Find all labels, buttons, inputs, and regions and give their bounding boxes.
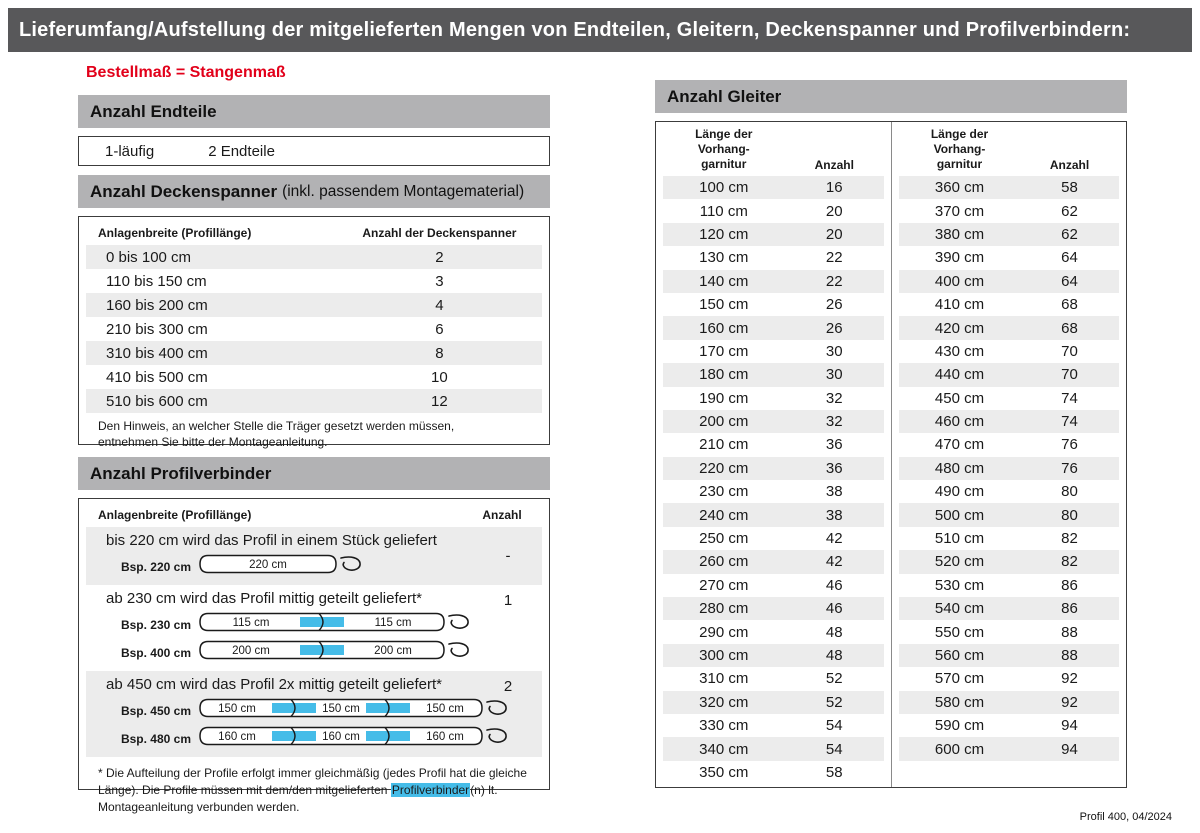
anzahl-cell: 82: [1061, 553, 1078, 571]
example-line: [86, 697, 542, 724]
anzahl-cell: 54: [825, 717, 843, 735]
table-row: [86, 245, 542, 269]
anzahl-cell: 70: [1061, 342, 1078, 360]
table-row: [899, 270, 1119, 293]
gleiter-col-anzahl: Anzahl: [1049, 158, 1090, 172]
anzahl-cell: 20: [825, 202, 843, 220]
gleiter-table-right-half: [891, 122, 1126, 787]
anzahl-cell: 48: [825, 623, 843, 641]
svg-text:115 cm: 115 cm: [374, 617, 412, 629]
gleiter-header: [899, 128, 1119, 176]
section-header-deckenspanner: [78, 175, 550, 208]
svg-text:200 cm: 200 cm: [374, 645, 412, 657]
profile-rod-diagram: [198, 724, 512, 748]
width-range-cell: 0 bis 100 cm: [106, 248, 192, 266]
document-footer: Profil 400, 04/2024: [1079, 811, 1172, 823]
anzahl-cell: 3: [435, 272, 444, 290]
table-row: [899, 199, 1119, 222]
svg-text:150 cm: 150 cm: [218, 703, 256, 715]
length-cell: 380 cm: [934, 225, 985, 243]
anzahl-cell: 26: [825, 319, 843, 337]
anzahl-cell: 8: [435, 344, 444, 362]
length-cell: 440 cm: [934, 366, 985, 384]
length-cell: 170 cm: [699, 342, 749, 360]
width-range-cell: 510 bis 600 cm: [106, 392, 208, 410]
table-row: [86, 389, 542, 413]
section-subtitle-deckenspanner: (inkl. passendem Montagematerial): [282, 182, 525, 200]
anzahl-cell: 1: [503, 592, 513, 609]
table-row: [663, 503, 884, 526]
anzahl-cell: 10: [431, 368, 448, 386]
example-line: [86, 611, 542, 638]
table-row: [86, 341, 542, 365]
length-cell: 520 cm: [934, 553, 985, 571]
table-row: [899, 574, 1119, 597]
anzahl-cell: 68: [1061, 319, 1078, 337]
profile-rod-diagram: [198, 696, 512, 720]
example-line: [86, 725, 542, 752]
section-title-gleiter: Anzahl Gleiter: [667, 86, 782, 106]
length-cell: 220 cm: [699, 459, 749, 477]
table-row: [663, 761, 884, 784]
rule-text: bis 220 cm wird das Profil in einem Stück geliefert: [106, 532, 437, 549]
anzahl-cell: 76: [1061, 459, 1078, 477]
width-range-cell: 160 bis 200 cm: [106, 296, 208, 314]
anzahl-cell: 22: [825, 249, 843, 267]
length-cell: 210 cm: [699, 436, 749, 454]
anzahl-cell: 62: [1061, 225, 1078, 243]
table-row: [663, 737, 884, 760]
section-header-endteile: [78, 95, 550, 128]
anzahl-cell: 94: [1061, 717, 1078, 735]
endteile-run-count: 1-läufig: [105, 142, 155, 160]
table-row: [899, 363, 1119, 386]
length-cell: 200 cm: [699, 413, 749, 431]
table-row: [899, 597, 1119, 620]
table-row: [663, 387, 884, 410]
example-label: Bsp. 450 cm: [120, 703, 191, 718]
anzahl-cell: 70: [1061, 366, 1078, 384]
table-row: [663, 316, 884, 339]
length-cell: 290 cm: [699, 623, 749, 641]
length-cell: 310 cm: [699, 670, 749, 688]
anzahl-cell: 92: [1061, 693, 1078, 711]
length-cell: 500 cm: [934, 506, 985, 524]
gleiter-rows: [663, 176, 884, 784]
length-cell: 240 cm: [699, 506, 749, 524]
length-cell: 120 cm: [699, 225, 749, 243]
section-header-profilverbinder: [78, 457, 550, 490]
table-row: [663, 574, 884, 597]
table-row: [899, 457, 1119, 480]
footnote-pre: * Die Aufteilung der Profile erfolgt immer gleichmäßig (jedes Profil hat die gleiche Länge). Die Profile müssen mit dem/den mitgelieferten: [98, 766, 527, 797]
gleiter-table-left-half: [656, 122, 891, 787]
table-row: [663, 223, 884, 246]
table-row: [899, 644, 1119, 667]
anzahl-cell: 88: [1061, 623, 1078, 641]
length-cell: 340 cm: [699, 740, 749, 758]
length-cell: 100 cm: [699, 179, 749, 197]
gleiter-table: [655, 121, 1127, 788]
anzahl-cell: 52: [825, 693, 843, 711]
table-row: [663, 644, 884, 667]
length-cell: 480 cm: [934, 459, 985, 477]
anzahl-cell: 36: [825, 459, 843, 477]
table-row: [899, 176, 1119, 199]
anzahl-cell: 42: [825, 553, 843, 571]
length-cell: 550 cm: [934, 623, 985, 641]
anzahl-cell: 46: [825, 600, 843, 618]
anzahl-cell: 64: [1061, 249, 1078, 267]
order-size-note: Bestellmaß = Stangenmaß: [86, 64, 286, 81]
anzahl-cell: 32: [825, 389, 843, 407]
endteile-count: 2 Endteile: [208, 142, 275, 160]
example-line: [86, 639, 542, 666]
table-row: [663, 714, 884, 737]
length-cell: 490 cm: [934, 483, 985, 501]
anzahl-cell: 4: [435, 296, 444, 314]
length-cell: 190 cm: [699, 389, 749, 407]
length-cell: 570 cm: [934, 670, 985, 688]
table-row: [663, 597, 884, 620]
table-row: [899, 387, 1119, 410]
anzahl-cell: 38: [825, 483, 843, 501]
anzahl-cell: 46: [825, 576, 843, 594]
gleiter-rows: [899, 176, 1119, 761]
anzahl-cell: 22: [825, 272, 843, 290]
gleiter-header: [663, 128, 884, 176]
length-cell: 590 cm: [934, 717, 985, 735]
anzahl-cell: 80: [1061, 506, 1078, 524]
anzahl-cell: 42: [825, 530, 843, 548]
svg-text:150 cm: 150 cm: [322, 703, 360, 715]
table-row: [663, 176, 884, 199]
anzahl-cell: 80: [1061, 483, 1078, 501]
deckenspanner-note: Den Hinweis, an welcher Stelle die Träger gesetzt werden müssen, entnehmen Sie bitte der Montageanleitung.: [98, 419, 455, 450]
table-row: [899, 667, 1119, 690]
anzahl-cell: 20: [825, 225, 843, 243]
table-row: [899, 714, 1119, 737]
anzahl-cell: 86: [1061, 600, 1078, 618]
endteile-row: [78, 136, 550, 166]
example-rod: [198, 552, 366, 581]
anzahl-cell: 26: [825, 296, 843, 314]
table-row: [663, 527, 884, 550]
anzahl-cell: 86: [1061, 576, 1078, 594]
length-cell: 250 cm: [699, 530, 749, 548]
length-cell: 280 cm: [699, 600, 749, 618]
length-cell: 530 cm: [934, 576, 985, 594]
length-cell: 560 cm: [934, 647, 985, 664]
table-row: [663, 293, 884, 316]
length-cell: 320 cm: [699, 693, 749, 711]
deckenspanner-rows: [86, 245, 542, 413]
section-title-profilverbinder: Anzahl Profilverbinder: [90, 463, 272, 483]
svg-text:160 cm: 160 cm: [322, 731, 360, 743]
length-cell: 330 cm: [699, 717, 749, 735]
profilverbinder-row: [86, 527, 542, 585]
anzahl-cell: 36: [825, 436, 843, 454]
anzahl-cell: 54: [825, 740, 843, 758]
table-row: [663, 340, 884, 363]
table-row: [899, 316, 1119, 339]
length-cell: 110 cm: [699, 202, 748, 220]
width-range-cell: 110 bis 150 cm: [106, 272, 207, 290]
anzahl-cell: 2: [503, 678, 513, 695]
profilverbinder-col-width: Anlagenbreite (Profillänge): [98, 508, 252, 522]
footnote-post: (n) lt. Montageanleitung verbunden werden.: [98, 782, 498, 814]
table-row: [899, 293, 1119, 316]
title-banner: [8, 8, 1192, 52]
table-row: [899, 691, 1119, 714]
length-cell: 160 cm: [699, 319, 749, 337]
length-cell: 350 cm: [699, 763, 749, 781]
gleiter-col-length: Länge der Vorhang- garnitur: [695, 127, 753, 171]
profile-rod-diagram: [198, 610, 474, 634]
length-cell: 230 cm: [699, 483, 749, 501]
end-piece-hook: [449, 615, 468, 628]
table-row: [663, 480, 884, 503]
length-cell: 260 cm: [699, 553, 749, 571]
table-row: [86, 269, 542, 293]
deckenspanner-col-width: Anlagenbreite (Profillänge): [98, 226, 252, 240]
section-title-deckenspanner: Anzahl Deckenspanner: [90, 181, 278, 201]
anzahl-cell: 30: [825, 366, 843, 384]
anzahl-cell: 32: [825, 413, 843, 431]
end-piece-hook: [487, 701, 506, 714]
table-row: [86, 365, 542, 389]
anzahl-cell: 58: [825, 763, 843, 781]
profilverbinder-footnote: [86, 757, 542, 815]
section-header-gleiter: [655, 80, 1127, 113]
anzahl-cell: 68: [1061, 296, 1078, 314]
anzahl-cell: 52: [825, 670, 843, 688]
end-piece-hook: [449, 643, 468, 656]
anzahl-cell: 48: [825, 647, 843, 664]
example-label: Bsp. 220 cm: [120, 559, 191, 574]
length-cell: 420 cm: [934, 319, 985, 337]
table-row: [899, 223, 1119, 246]
anzahl-cell: 74: [1061, 413, 1078, 431]
length-cell: 370 cm: [934, 202, 985, 220]
svg-text:220 cm: 220 cm: [249, 559, 287, 571]
example-rod: [198, 610, 474, 639]
length-cell: 450 cm: [934, 389, 985, 407]
length-cell: 600 cm: [934, 740, 985, 758]
footnote-highlight: Profilverbinder: [391, 782, 470, 797]
anzahl-cell: 94: [1061, 740, 1078, 758]
length-cell: 360 cm: [934, 179, 985, 197]
left-column: [78, 60, 550, 814]
page-title: Lieferumfang/Aufstellung der mitgelieferten Mengen von Endteilen, Gleitern, Deckenspanner und Profilverbindern:: [19, 18, 1131, 41]
length-cell: 130 cm: [699, 249, 749, 267]
table-row: [663, 199, 884, 222]
table-row: [663, 433, 884, 456]
example-rod: [198, 696, 512, 725]
example-rod: [198, 638, 474, 667]
example-label: Bsp. 230 cm: [120, 617, 191, 632]
anzahl-cell: 92: [1061, 670, 1078, 688]
table-row: [663, 363, 884, 386]
length-cell: 150 cm: [699, 296, 749, 314]
length-cell: 460 cm: [934, 413, 985, 431]
svg-text:160 cm: 160 cm: [426, 731, 464, 743]
anzahl-cell: 30: [825, 342, 843, 360]
table-row: [899, 527, 1119, 550]
deckenspanner-table-header: [86, 221, 542, 245]
deckenspanner-table: [78, 216, 550, 450]
table-row: [86, 317, 542, 341]
table-row: [663, 410, 884, 433]
table-row: [899, 620, 1119, 643]
rule-text: ab 450 cm wird das Profil 2x mittig geteilt geliefert*: [106, 676, 442, 693]
anzahl-cell: 6: [435, 320, 444, 338]
anzahl-cell: 38: [825, 506, 843, 524]
anzahl-cell: -: [505, 547, 511, 565]
section-title-endteile: Anzahl Endteile: [90, 101, 217, 121]
profilverbinder-table-header: [86, 503, 542, 527]
length-cell: 470 cm: [934, 436, 985, 454]
example-label: Bsp. 400 cm: [120, 645, 191, 660]
table-row: [899, 737, 1119, 760]
length-cell: 180 cm: [699, 366, 749, 384]
length-cell: 510 cm: [934, 530, 985, 548]
anzahl-cell: 74: [1061, 389, 1078, 407]
table-row: [663, 550, 884, 573]
profilverbinder-col-anzahl: Anzahl: [482, 508, 522, 522]
gleiter-col-anzahl: Anzahl: [814, 158, 854, 172]
anzahl-cell: 62: [1061, 202, 1078, 220]
table-row: [899, 550, 1119, 573]
anzahl-cell: 16: [825, 179, 843, 197]
profile-rod-diagram: [198, 638, 474, 662]
profile-rod-diagram: [198, 552, 366, 576]
profilverbinder-row: [86, 671, 542, 757]
length-cell: 270 cm: [699, 576, 749, 594]
end-piece-hook: [341, 557, 360, 570]
table-row: [663, 691, 884, 714]
anzahl-cell: 88: [1061, 647, 1078, 664]
length-cell: 300 cm: [699, 647, 749, 664]
svg-text:150 cm: 150 cm: [426, 703, 464, 715]
anzahl-cell: 76: [1061, 436, 1078, 454]
length-cell: 140 cm: [699, 272, 749, 290]
table-row: [899, 410, 1119, 433]
svg-text:200 cm: 200 cm: [232, 645, 270, 657]
table-row: [899, 340, 1119, 363]
svg-text:115 cm: 115 cm: [232, 617, 270, 629]
length-cell: 580 cm: [934, 693, 985, 711]
length-cell: 540 cm: [934, 600, 985, 618]
anzahl-cell: 12: [431, 392, 448, 410]
table-row: [86, 293, 542, 317]
length-cell: 430 cm: [934, 342, 985, 360]
anzahl-cell: 2: [435, 248, 444, 266]
width-range-cell: 210 bis 300 cm: [106, 320, 208, 338]
example-line: [86, 553, 542, 580]
table-row: [663, 620, 884, 643]
gleiter-col-length: Länge der Vorhang- garnitur: [930, 127, 989, 171]
profilverbinder-row: [86, 585, 542, 671]
width-range-cell: 410 bis 500 cm: [106, 368, 208, 386]
table-row: [899, 433, 1119, 456]
rule-text: ab 230 cm wird das Profil mittig geteilt geliefert*: [106, 590, 422, 607]
profilverbinder-table: [78, 498, 550, 814]
length-cell: 410 cm: [934, 296, 985, 314]
table-row: [899, 480, 1119, 503]
right-column: [655, 80, 1127, 788]
length-cell: 400 cm: [934, 272, 985, 290]
example-rod: [198, 724, 512, 753]
table-row: [663, 270, 884, 293]
anzahl-cell: 64: [1061, 272, 1078, 290]
anzahl-cell: 82: [1061, 530, 1078, 548]
table-row: [663, 457, 884, 480]
svg-text:160 cm: 160 cm: [218, 731, 256, 743]
width-range-cell: 310 bis 400 cm: [106, 344, 208, 362]
end-piece-hook: [487, 729, 506, 742]
anzahl-cell: 58: [1061, 179, 1078, 197]
table-row: [899, 503, 1119, 526]
table-row: [663, 667, 884, 690]
example-label: Bsp. 480 cm: [120, 731, 191, 746]
profilverbinder-rows: [86, 527, 542, 757]
deckenspanner-col-anzahl: Anzahl der Deckenspanner: [362, 226, 517, 240]
table-row: [663, 246, 884, 269]
length-cell: 390 cm: [934, 249, 985, 267]
table-row: [899, 246, 1119, 269]
